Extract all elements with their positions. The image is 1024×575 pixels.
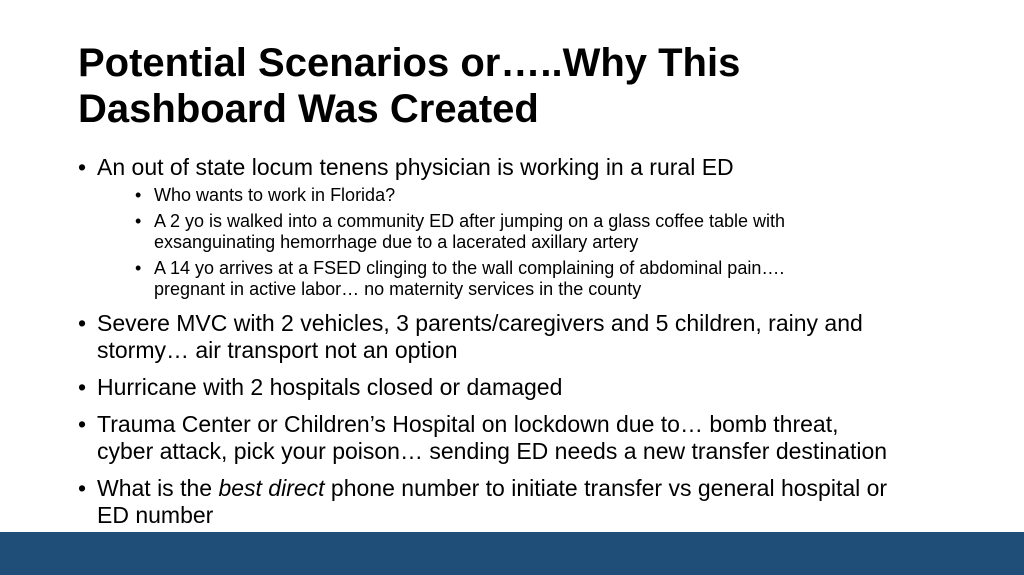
- sub-bullet-text: Who wants to work in Florida?: [154, 185, 396, 205]
- sub-bullet-list: [97, 185, 958, 300]
- bullet-marker: •: [78, 475, 87, 501]
- sub-bullet-text: exsanguinating hemorrhage due to a lacerated axillary artery: [154, 232, 639, 252]
- bullet-marker: •: [78, 374, 87, 400]
- bullet-text: An out of state locum tenens physician is working in a rural ED: [97, 154, 734, 180]
- slide-title-line: Potential Scenarios or…..Why This: [78, 41, 741, 85]
- sub-bullet-item-florida: [97, 185, 958, 206]
- bullet-text: stormy… air transport not an option: [97, 337, 458, 363]
- bullet-marker: •: [78, 310, 87, 336]
- sub-bullet-item-14yo: [97, 258, 958, 300]
- sub-bullet-marker: •: [135, 258, 142, 278]
- bullet-marker: •: [78, 411, 87, 437]
- sub-bullet-marker: •: [135, 211, 142, 231]
- bullet-text-segment: phone number to initiate transfer vs general hospital or: [324, 475, 888, 501]
- sub-bullet-marker: •: [135, 185, 142, 205]
- slide-title: [78, 40, 958, 132]
- bullet-text: Hurricane with 2 hospitals closed or damaged: [97, 374, 563, 400]
- bullet-text: cyber attack, pick your poison… sending ED needs a new transfer destination: [97, 438, 888, 464]
- bullet-text-emphasis: best direct: [218, 475, 325, 501]
- bullet-text: Trauma Center or Children’s Hospital on lockdown due to… bomb threat,: [97, 411, 839, 437]
- sub-bullet-text: A 2 yo is walked into a community ED after jumping on a glass coffee table with: [154, 211, 785, 231]
- sub-bullet-text: A 14 yo arrives at a FSED clinging to the wall complaining of abdominal pain….: [154, 258, 785, 278]
- bullet-marker: •: [78, 154, 87, 180]
- bullet-item-severe-mvc: [78, 310, 958, 364]
- bullet-text: ED number: [97, 502, 214, 528]
- bullet-text: Severe MVC with 2 vehicles, 3 parents/caregivers and 5 children, rainy and: [97, 310, 863, 336]
- bullet-list: [78, 154, 958, 539]
- bullet-text-segment: What is the: [97, 475, 219, 501]
- sub-bullet-item-2yo: [97, 211, 958, 253]
- sub-bullet-text: pregnant in active labor… no maternity services in the county: [154, 279, 642, 299]
- bullet-item-lockdown: [78, 411, 958, 465]
- bullet-text: [97, 475, 958, 502]
- bullet-item-locum-physician: [78, 154, 958, 300]
- bullet-item-hurricane: [78, 374, 958, 401]
- slide-title-line: Dashboard Was Created: [78, 87, 539, 131]
- bullet-item-phone-number: [78, 475, 958, 529]
